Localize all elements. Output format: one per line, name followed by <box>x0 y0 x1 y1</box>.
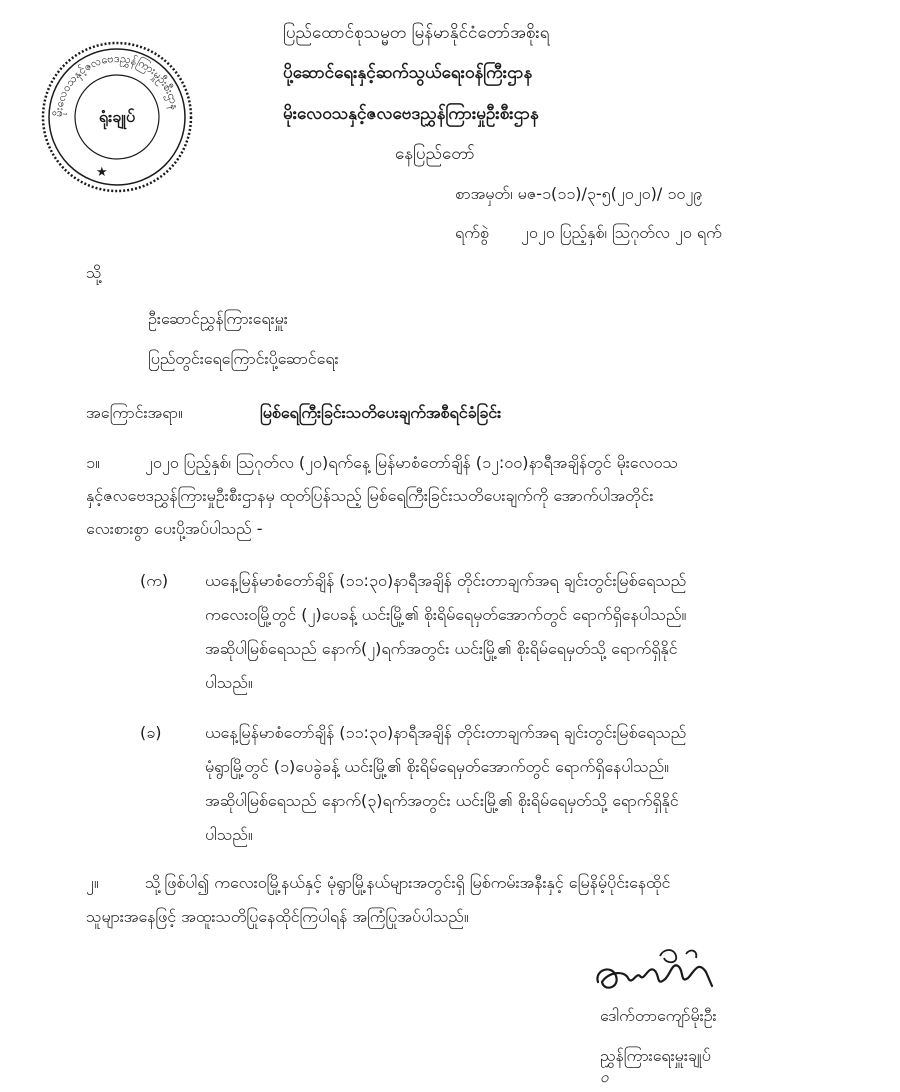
seal-ring-text: မိုးလေဝသနှင့်ဇလဗေဒညွှန်ကြားမှုဦးစီးဌာန <box>51 51 182 118</box>
date-line <box>455 222 722 246</box>
signatory-title: ညွှန်ကြားရေးမှူးချုပ် <box>600 1046 711 1065</box>
seal-graphic <box>38 38 196 196</box>
addressee-line-1: ဦးဆောင်ညွှန်ကြားရေးမှူး <box>148 309 288 328</box>
item-kha-number: (ခ) <box>140 723 162 742</box>
header-line-1: ပြည်ထောင်စုသမ္မတ မြန်မာနိုင်ငံတော်အစိုးရ <box>283 23 550 43</box>
paragraph-2-line-2: သူများအနေဖြင့် အထူးသတိပြုနေထိုင်ကြပါရန် အကြံပြုအပ်ပါသည်။ <box>86 907 469 926</box>
office-seal <box>38 38 196 196</box>
to-label: သို့ <box>86 263 102 282</box>
header-line-4: နေပြည်တော် <box>395 144 475 164</box>
paragraph-1-number: ၁။ <box>86 453 100 472</box>
subject-label: အကြောင်းအရာ။ <box>86 403 183 422</box>
item-kha-line-1: ယနေ့မြန်မာစံတော်ချိန် (၁၁:၃၀)နာရီအချိန် တိုင်းတာချက်အရ ချင်းတွင်းမြစ်ရေသည် <box>205 723 687 742</box>
paragraph-1-line-3: လေးစားစွာ ပေးပို့အပ်ပါသည် - <box>86 519 263 538</box>
header-line-3: မိုးလေဝသနှင့်ဇလဗေဒညွှန်ကြားမှုဦးစီးဌာန <box>283 104 539 124</box>
date-label: ရက်စွဲ <box>455 223 489 242</box>
item-ka-line-2: ကလေးဝမြို့တွင် (၂)ပေခန့် ယင်းမြို့၏ စိုးရိမ်ရေမှတ်အောက်တွင် ရောက်ရှိနေပါသည်။ <box>205 605 687 624</box>
paragraph-1-line-1: ၂၀၂၀ ပြည့်နှစ်၊ ဩဂုတ်လ (၂၀)ရက်နေ့ မြန်မာစံတော်ချိန် (၁၂:၀၀)နာရီအချိန်တွင် မိုးလေဝသ <box>145 453 678 472</box>
subject-text: မြစ်ရေကြီးခြင်းသတိပေးချက်အစီရင်ခံခြင်း <box>260 403 502 422</box>
paragraph-2-number: ၂။ <box>86 873 99 892</box>
signature-postmark: ဝ <box>600 1068 609 1086</box>
date-value: ၂၀၂၀ ပြည့်နှစ်၊ ဩဂုတ်လ ၂၀ ရက် <box>521 223 722 242</box>
addressee-line-2: ပြည်တွင်းရေကြောင်းပို့ဆောင်ရေး <box>148 349 339 368</box>
signature-graphic <box>590 942 720 1002</box>
item-ka-number: (က) <box>140 571 169 590</box>
reference-number: စာအမှတ်၊ မဇ-၁(၁၁)/၃-၅(၂၀၂၀)/ ၁၀၂၉ <box>455 184 703 203</box>
header-line-2: ပို့ဆောင်ရေးနှင့်ဆက်သွယ်ရေးဝန်ကြီးဌာန <box>283 63 533 83</box>
handwritten-signature <box>590 942 720 1002</box>
item-ka-line-4: ပါသည်။ <box>205 673 253 692</box>
paragraph-1-line-2: နှင့်ဇလဗေဒညွှန်ကြားမှုဦးစီးဌာနမှ ထုတ်ပြန်သည့် မြစ်ရေကြီးခြင်းသတိပေးချက်ကို အောက်ပါအတိုင်း <box>86 486 654 505</box>
seal-center-text: ရုံးချုပ် <box>98 107 136 126</box>
item-kha-line-3: အဆိုပါမြစ်ရေသည် နောက်(၃)ရက်အတွင်း ယင်းမြို့၏ စိုးရိမ်ရေမှတ်သို့ ရောက်ရှိနိုင် <box>205 791 679 810</box>
item-kha-line-2: မုံရွာမြို့တွင် (၁)ပေခွဲခန့် ယင်းမြို့၏ စိုးရိမ်ရေမှတ်အောက်တွင် ရောက်ရှိနေပါသည်။ <box>205 757 669 776</box>
item-kha-line-4: ပါသည်။ <box>205 825 253 844</box>
paragraph-2-line-1: သို့ဖြစ်ပါ၍ ကလေးဝမြို့နယ်နှင့် မုံရွာမြို့နယ်များအတွင်းရှိ မြစ်ကမ်းအနီးနှင့် မြေနိမ့်ပိုင်းနေထိုင် <box>145 873 671 892</box>
item-ka-line-1: ယနေ့မြန်မာစံတော်ချိန် (၁၁:၃၀)နာရီအချိန် တိုင်းတာချက်အရ ချင်းတွင်းမြစ်ရေသည် <box>205 571 687 590</box>
star-icon: ★ <box>96 165 108 180</box>
signatory-name: ဒေါက်တာကျော်မိုးဦး <box>600 1006 717 1025</box>
item-ka-line-3: အဆိုပါမြစ်ရေသည် နောက်(၂)ရက်အတွင်း ယင်းမြို့၏ စိုးရိမ်ရေမှတ်သို့ ရောက်ရှိနိုင် <box>205 639 678 658</box>
